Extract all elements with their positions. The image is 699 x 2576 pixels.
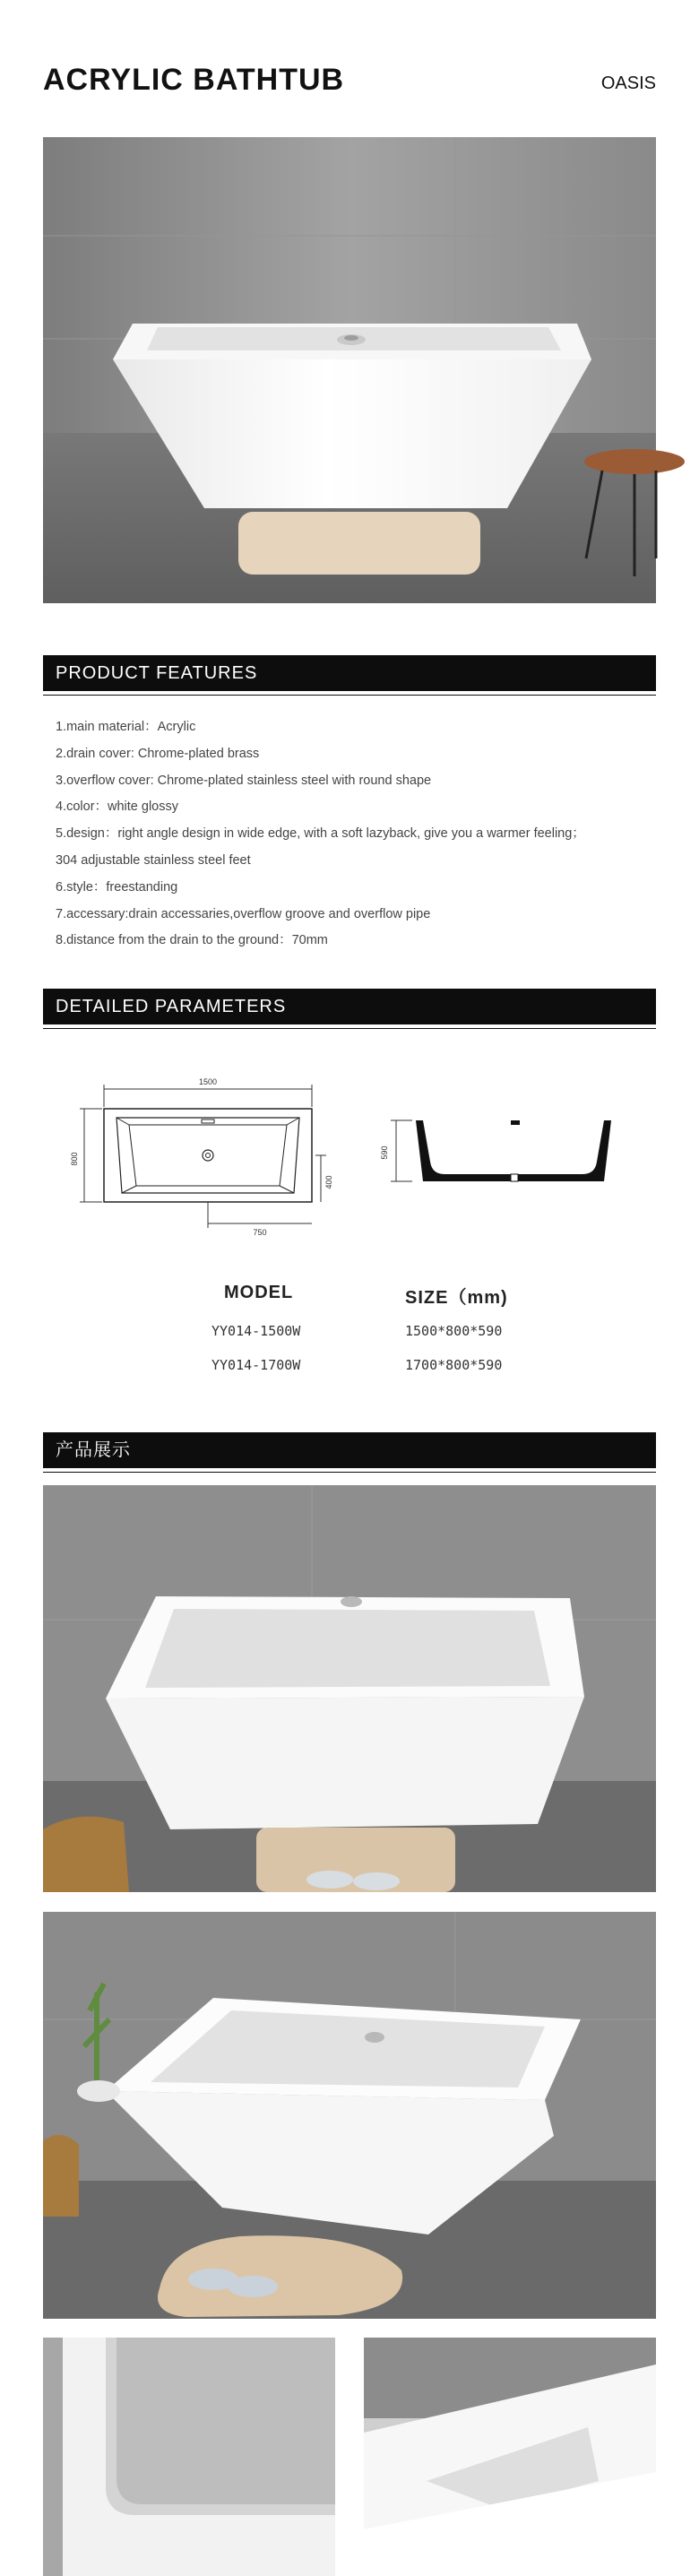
page-title: ACRYLIC BATHTUB (43, 63, 345, 97)
feature-item: 304 adjustable stainless steel feet (56, 852, 251, 868)
feature-item: 2.drain cover: Chrome-plated brass (56, 746, 260, 761)
feature-item: 4.color：white glossy (56, 800, 178, 815)
height-dimension: 800 (70, 1152, 79, 1166)
feature-item: 7.accessary:drain accessaries,overflow groove and overflow pipe (56, 906, 431, 921)
size-column-header: SIZE（mm) (405, 1288, 508, 1308)
product-features-heading: PRODUCT FEATURES (43, 655, 656, 691)
side-view-drawing (376, 1102, 627, 1210)
feature-list (56, 714, 647, 955)
model-column-header: MODEL (224, 1283, 294, 1302)
gallery-detail-left (43, 2338, 335, 2576)
product-showcase-heading: 产品展示 (43, 1432, 656, 1468)
hero-photo (43, 137, 656, 603)
drain-offset-dimension: 400 (324, 1175, 333, 1189)
gallery-detail-right (364, 2338, 656, 2576)
feature-item: 8.distance from the drain to the ground：70mm (56, 933, 328, 948)
feature-item: 5.design：right angle design in wide edge, with a soft lazyback, give you a warmer feeling； (56, 826, 585, 842)
model-cell: YY014-1500W (211, 1323, 301, 1339)
gallery-photo-angle (43, 1912, 656, 2319)
gallery-photo-front (43, 1485, 656, 1892)
size-cell: 1700*800*590 (405, 1357, 503, 1373)
feature-item: 6.style：freestanding (56, 879, 178, 895)
drain-x-dimension: 750 (253, 1228, 267, 1237)
brand-name: OASIS (600, 73, 656, 93)
model-cell: YY014-1700W (211, 1357, 301, 1373)
depth-dimension: 590 (380, 1145, 389, 1160)
feature-item: 1.main material：Acrylic (56, 720, 196, 734)
feature-item: 3.overflow cover: Chrome-plated stainless steel with round shape (56, 773, 432, 788)
size-cell: 1500*800*590 (405, 1323, 503, 1339)
width-dimension: 1500 (198, 1077, 218, 1086)
top-view-drawing (72, 1071, 376, 1241)
detailed-parameters-heading: DETAILED PARAMETERS (43, 989, 656, 1024)
